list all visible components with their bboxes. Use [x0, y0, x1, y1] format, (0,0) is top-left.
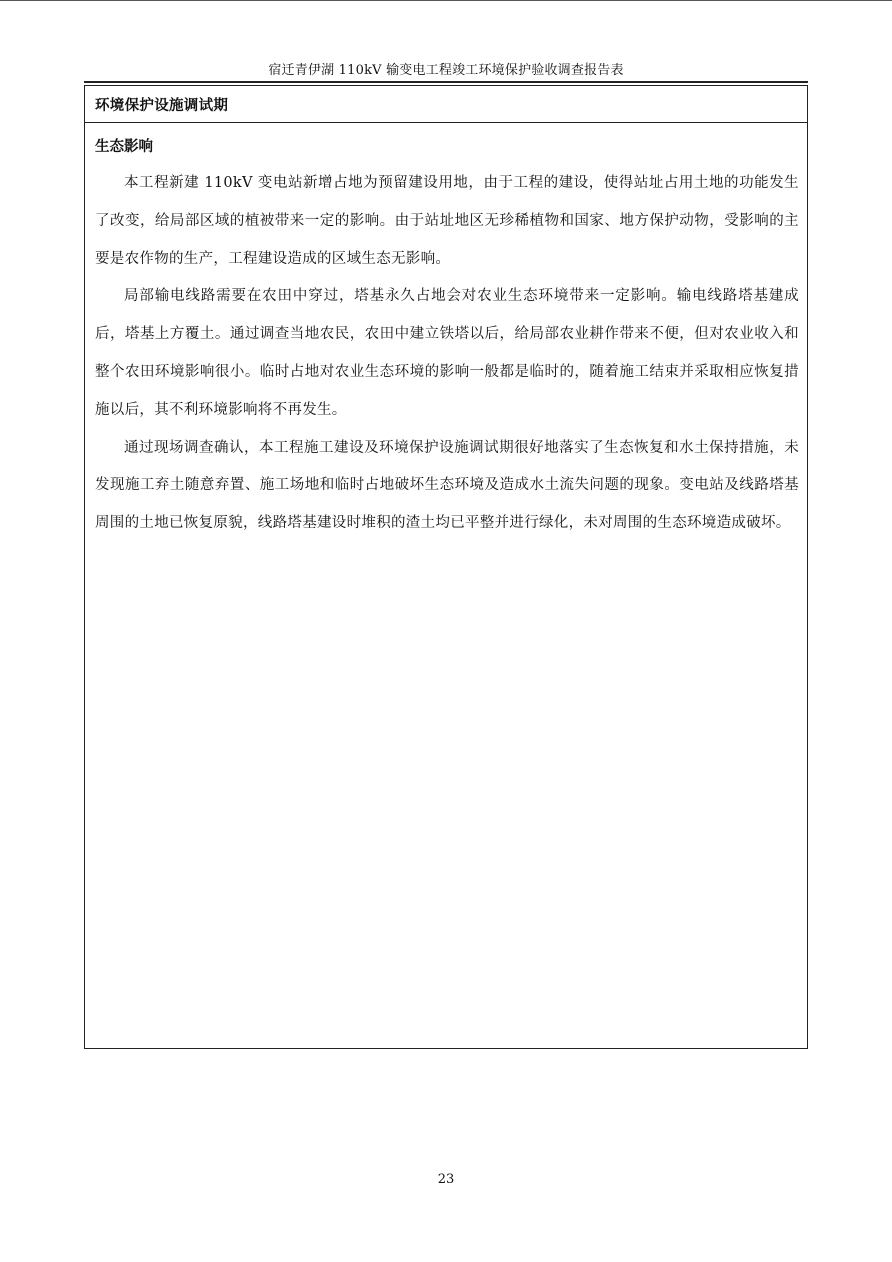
- page-top-border: [0, 0, 892, 1]
- report-table: [84, 86, 808, 1049]
- header-rule: [84, 81, 808, 83]
- section-title: 环境保护设施调试期: [95, 97, 229, 114]
- page-number: 23: [437, 1172, 455, 1187]
- content-cell: [85, 123, 807, 543]
- paragraph-2: 局部输电线路需要在农田中穿过，塔基永久占地会对农业生态环境带来一定影响。输电线路塔基建成后，塔基上方覆土。通过调查当地农民，农田中建立铁塔以后，给局部农业耕作带来不便，但对农业收入和整个农田环境影响很小。临时占地对农业生态环境的影响一般都是临时的，随着施工结束并采取相应恢复措施以后，其不利环境影响将不再发生。: [95, 288, 799, 418]
- paragraph-3: 通过现场调查确认，本工程施工建设及环境保护设施调试期很好地落实了生态恢复和水土保持措施，未发现施工弃土随意弃置、施工场地和临时占地破坏生态环境及造成水土流失问题的现象。变电站及线路塔基周围的土地已恢复原貌，线路塔基建设时堆积的渣土均已平整并进行绿化，未对周围的生态环境造成破坏。: [95, 439, 799, 532]
- paragraph-1: 本工程新建 110kV 变电站新增占地为预留建设用地，由于工程的建设，使得站址占用土地的功能发生了改变，给局部区域的植被带来一定的影响。由于站址地区无珍稀植物和国家、地方保护动物，受影响的主要是农作物的生产，工程建设造成的区域生态无影响。: [95, 175, 799, 267]
- section-header-row: [85, 86, 807, 123]
- running-header: 宿迁青伊湖 110kV 输变电工程竣工环境保护验收调查报告表: [268, 63, 624, 78]
- subsection-title: 生态影响: [95, 139, 153, 155]
